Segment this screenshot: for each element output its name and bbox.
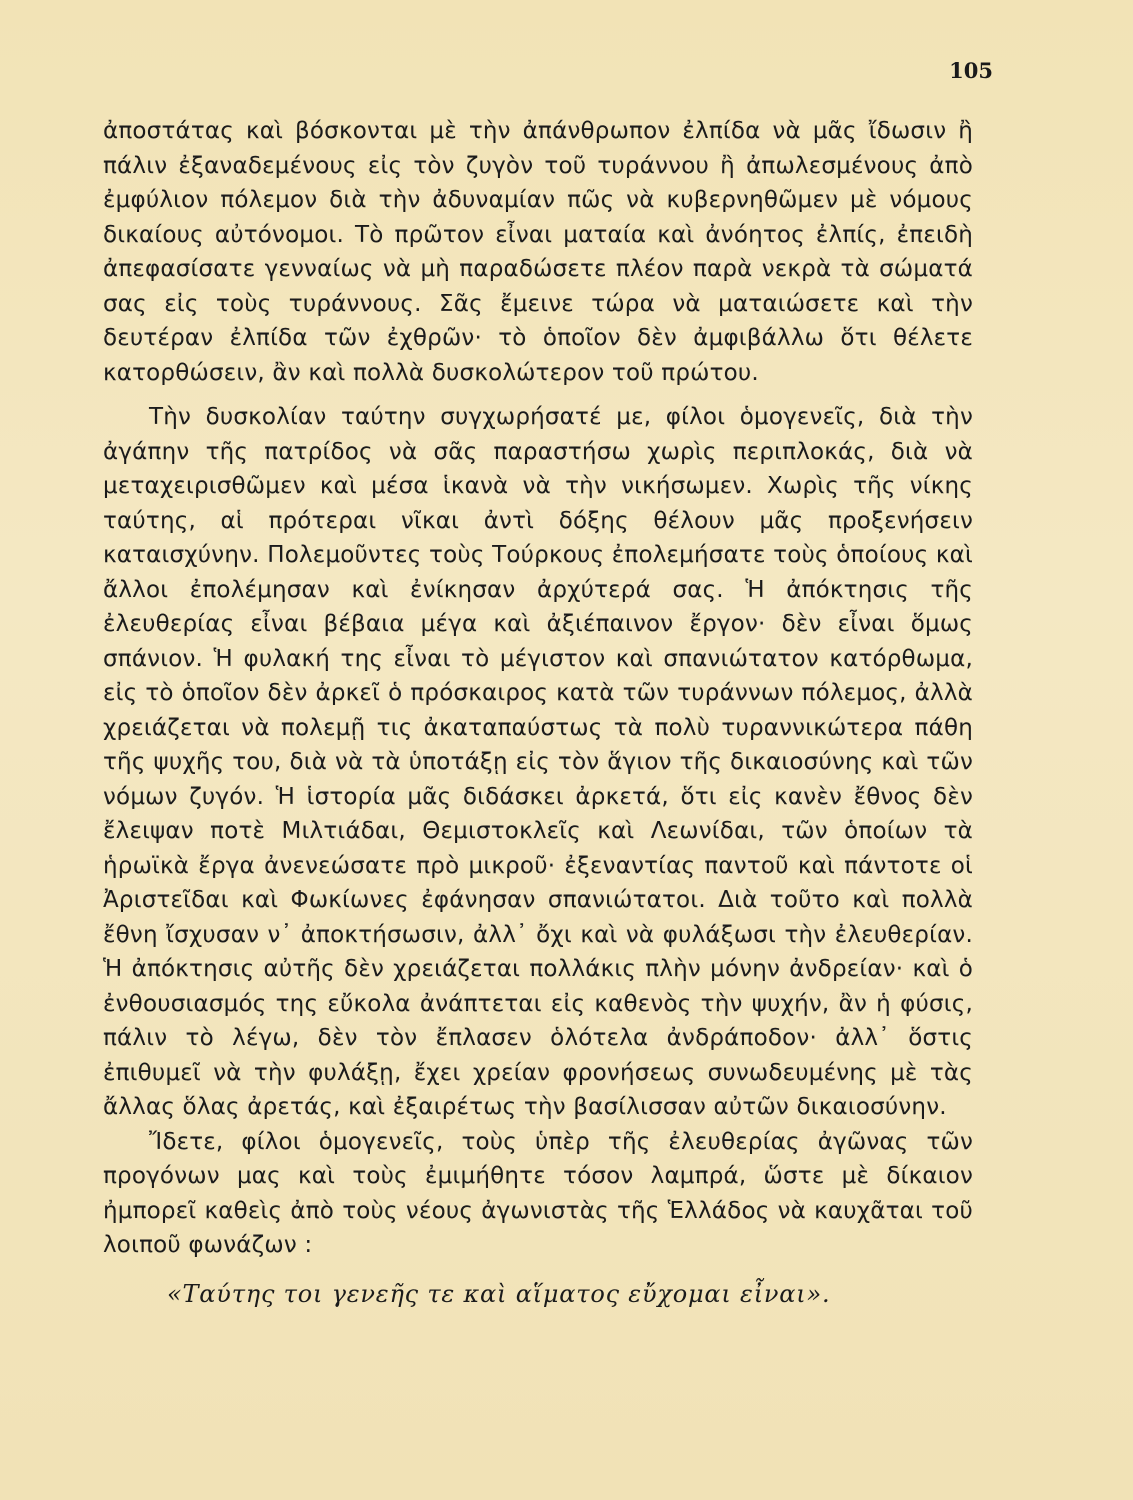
body-text [103, 114, 973, 1311]
paragraph-3: Ἴδετε, φίλοι ὁμογενεῖς, τοὺς ὑπὲρ τῆς ἐλευθερίας ἀγῶνας τῶν προγόνων μας καὶ τοὺς ἐμιμήθητε τόσον λαμπρά, ὥστε μὲ δίκαιον ἠμπορεῖ καθεὶς ἀπὸ τοὺς νέους ἀγωνιστὰς τῆς Ἑλλάδος νὰ καυχᾶται τοῦ λοιποῦ φωνάζων : [103, 1128, 973, 1258]
closing-quote: «Ταύτης τοι γενεῆς τε καὶ αἵματος εὔχομαι εἶναι». [167, 1279, 831, 1308]
page-number: 105 [949, 58, 993, 83]
paragraph-1: ἀποστάτας καὶ βόσκονται μὲ τὴν ἀπάνθρωπον ἐλπίδα νὰ μᾶς ἴδωσιν ἢ πάλιν ἐξαναδεμένους εἰς τὸν ζυγὸν τοῦ τυράννου ἢ ἀπωλεσμένους ἀπὸ ἐμφύλιον πόλεμον διὰ τὴν ἀδυναμίαν πῶς νὰ κυβερνηθῶμεν μὲ νόμους δικαίους αὐτόνομοι. Τὸ πρῶτον εἶναι ματαία καὶ ἀνόητος ἐλπίς, ἐπειδὴ ἀπεφασίσατε γενναίως νὰ μὴ παραδώσετε πλέον παρὰ νεκρὰ τὰ σώματά σας εἰς τοὺς τυράννους. Σᾶς ἔμεινε τώρα νὰ ματαιώσετε καὶ τὴν δευτέραν ἐλπίδα τῶν ἐχθρῶν· τὸ ὁποῖον δὲν ἀμφιβάλλω ὅτι θέλετε κατορθώσειν, ἂν καὶ πολλὰ δυσκολώτερον τοῦ πρώτου. [103, 118, 973, 386]
paragraph-2: Τὴν δυσκολίαν ταύτην συγχωρήσατέ με, φίλοι ὁμογενεῖς, διὰ τὴν ἀγάπην τῆς πατρίδος νὰ σᾶς παραστήσω χωρὶς περιπλοκάς, διὰ νὰ μεταχειρισθῶμεν καὶ μέσα ἱκανὰ νὰ τὴν νικήσωμεν. Χωρὶς τῆς νίκης ταύτης, αἱ πρότεραι νῖκαι ἀντὶ δόξης θέλουν μᾶς προξενήσειν καταισχύνην. Πολεμοῦντες τοὺς Τούρκους ἐπολεμήσατε τοὺς ὁποίους καὶ ἄλλοι ἐπολέμησαν καὶ ἐνίκησαν ἀρχύτερά σας. Ἡ ἀπόκτησις τῆς ἐλευθερίας εἶναι βέβαια μέγα καὶ ἀξιέπαινον ἔργον· δὲν εἶναι ὅμως σπάνιον. Ἡ φυλακή της εἶναι τὸ μέγιστον καὶ σπανιώτατον κατόρθωμα, εἰς τὸ ὁποῖον δὲν ἀρκεῖ ὁ πρόσκαιρος κατὰ τῶν τυράννων πόλεμος, ἀλλὰ χρειάζεται νὰ πολεμῇ τις ἀκαταπαύστως τὰ πολὺ τυραννικώτερα πάθη τῆς ψυχῆς του, διὰ νὰ τὰ ὑποτάξῃ εἰς τὸν ἅγιον τῆς δικαιοσύνης καὶ τῶν νόμων ζυγόν. Ἡ ἱστορία μᾶς διδάσκει ἀρκετά, ὅτι εἰς κανὲν ἔθνος δὲν ἔλειψαν ποτὲ Μιλτιάδαι, Θεμιστοκλεῖς καὶ Λεωνίδαι, τῶν ὁποίων τὰ ἡρωϊκὰ ἔργα ἀνενεώσατε πρὸ μικροῦ· ἐξεναντίας παντοῦ καὶ πάντοτε οἱ Ἀριστεῖδαι καὶ Φωκίωνες ἐφάνησαν σπανιώτατοι. Διὰ τοῦτο καὶ πολλὰ ἔθνη ἴσχυσαν ν᾽ ἀποκτήσωσιν, ἀλλ᾽ ὄχι καὶ νὰ φυλάξωσι τὴν ἐλευθερίαν. Ἡ ἀπόκτησις αὐτῆς δὲν χρειάζεται πολλάκις πλὴν μόνην ἀνδρείαν· καὶ ὁ ἐνθουσιασμός της εὔκολα ἀνάπτεται εἰς καθενὸς τὴν ψυχήν, ἂν ἡ φύσις, πάλιν τὸ λέγω, δὲν τὸν ἔπλασεν ὁλότελα ἀνδράποδον· ἀλλ᾽ ὅστις ἐπιθυμεῖ νὰ τὴν φυλάξῃ, ἔχει χρείαν φρονήσεως συνωδευμένης μὲ τὰς ἄλλας ὅλας ἀρετάς, καὶ ἐξαιρέτως τὴν βασίλισσαν αὐτῶν δικαιοσύνην. [103, 404, 973, 1120]
